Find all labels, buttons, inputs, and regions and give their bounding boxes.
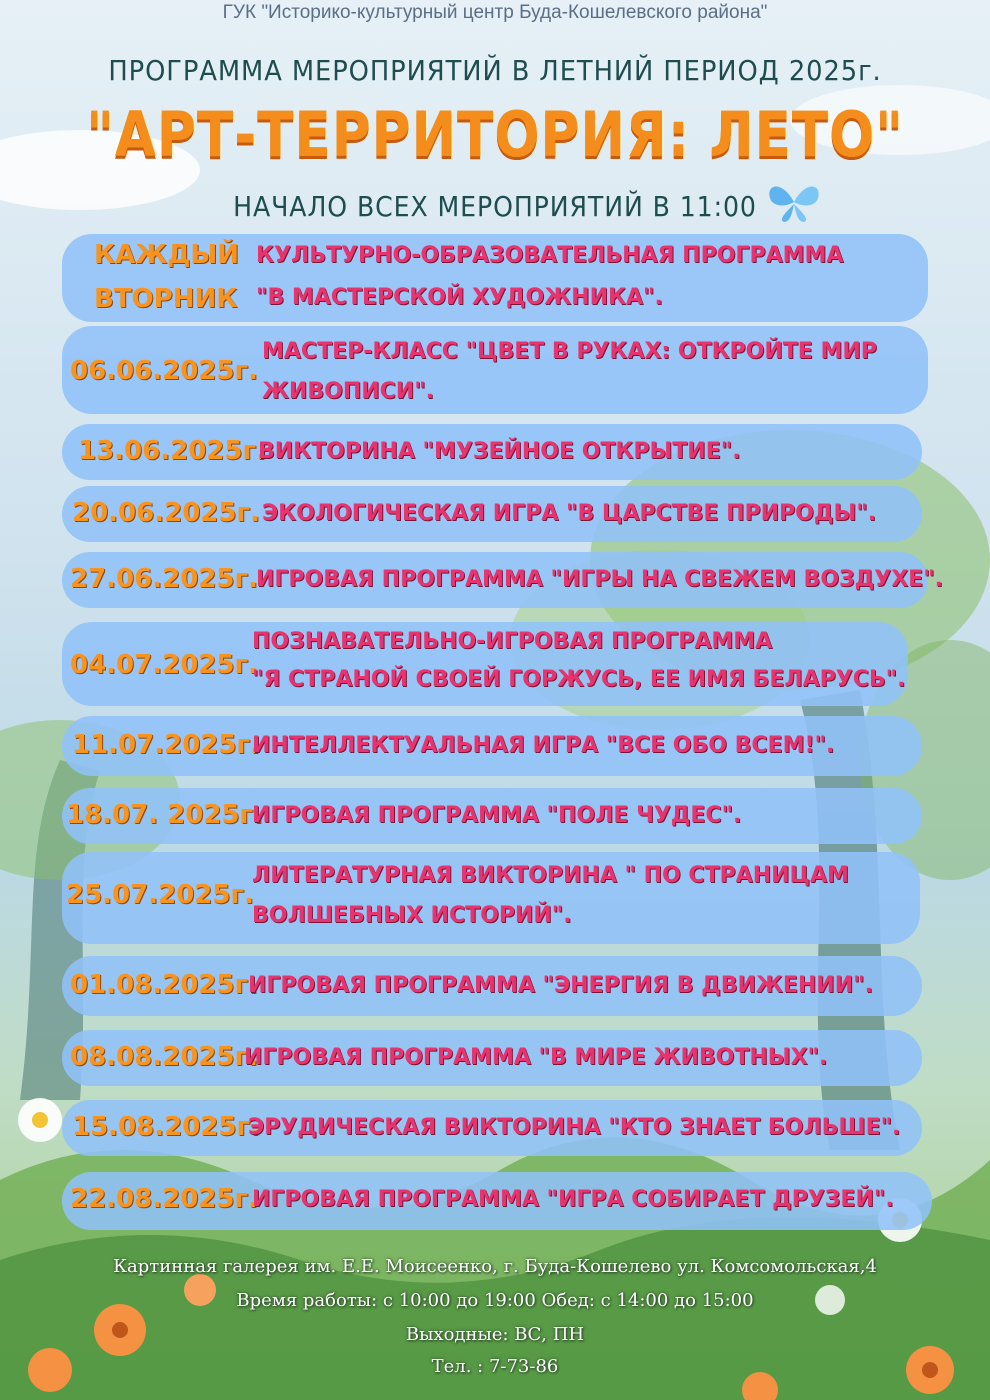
schedule-event: МАСТЕР-КЛАСС "ЦВЕТ В РУКАХ: ОТКРОЙТЕ МИР [262,339,877,364]
schedule-event: ИГРОВАЯ ПРОГРАММА "ПОЛЕ ЧУДЕС". [252,803,742,828]
schedule-date: 15.08.2025г. [72,1112,260,1142]
schedule-date: 13.06.2025г. [78,436,266,466]
schedule-event: ИГРОВАЯ ПРОГРАММА "ЭНЕРГИЯ В ДВИЖЕНИИ". [248,973,873,998]
schedule-date: 27.06.2025г. [70,564,258,594]
schedule-date: КАЖДЫЙ [94,240,240,270]
schedule-date: 11.07.2025г. [72,730,260,760]
schedule-event: ИГРОВАЯ ПРОГРАММА "ИГРЫ НА СВЕЖЕМ ВОЗДУХЕ". [256,567,944,592]
schedule-event: ИГРОВАЯ ПРОГРАММА "В МИРЕ ЖИВОТНЫХ". [244,1045,828,1070]
organization-name: ГУК "Историко-культурный центр Буда-Кошелевского района" [222,2,768,23]
schedule-date: 01.08.2025г. [70,970,258,1000]
schedule-event: ВОЛШЕБНЫХ ИСТОРИЙ". [252,903,572,928]
schedule-date: 18.07. 2025г. [66,800,263,830]
start-time-note: НАЧАЛО ВСЕХ МЕРОПРИЯТИЙ В 11:00 [233,190,757,223]
schedule-event: "Я СТРАНОЙ СВОЕЙ ГОРЖУСЬ, ЕЕ ИМЯ БЕЛАРУСЬ". [252,667,906,692]
schedule-event: ЭКОЛОГИЧЕСКАЯ ИГРА "В ЦАРСТВЕ ПРИРОДЫ". [262,501,877,526]
schedule-date: 06.06.2025г. [70,356,258,386]
page-title: "АРТ-ТЕРРИТОРИЯ: ЛЕТО" [86,98,904,171]
schedule-date: 25.07.2025г. [66,880,254,910]
schedule-event: "В МАСТЕРСКОЙ ХУДОЖНИКА". [256,285,663,310]
schedule-date: 04.07.2025г. [70,650,258,680]
schedule-event: ИНТЕЛЛЕКТУАЛЬНАЯ ИГРА "ВСЕ ОБО ВСЕМ!". [252,733,835,758]
footer-address: Картинная галерея им. Е.Е. Моисеенко, г. Буда-Кошелево ул. Комсомольская,4 [113,1256,877,1277]
schedule-event: ПОЗНАВАТЕЛЬНО-ИГРОВАЯ ПРОГРАММА [252,629,773,654]
schedule-event: ЛИТЕРАТУРНАЯ ВИКТОРИНА " ПО СТРАНИЦАМ [252,863,849,888]
schedule-date: 20.06.2025г. [72,498,260,528]
schedule-date: 08.08.2025г. [70,1042,258,1072]
schedule-date: ВТОРНИК [94,284,238,314]
schedule-event: ВИКТОРИНА "МУЗЕЙНОЕ ОТКРЫТИЕ". [258,439,741,464]
schedule-event: ЖИВОПИСИ". [262,379,435,404]
schedule-date: 22.08.2025г. [70,1184,258,1214]
schedule-event: КУЛЬТУРНО-ОБРАЗОВАТЕЛЬНАЯ ПРОГРАММА [256,243,844,268]
schedule-event: ЭРУДИЧЕСКАЯ ВИКТОРИНА "КТО ЗНАЕТ БОЛЬШЕ". [248,1115,901,1140]
footer-phone: Тел. : 7-73-86 [431,1356,559,1377]
footer-hours: Время работы: с 10:00 до 19:00 Обед: с 14:00 до 15:00 [236,1290,754,1311]
program-heading: ПРОГРАММА МЕРОПРИЯТИЙ В ЛЕТНИЙ ПЕРИОД 2025г. [108,54,882,87]
schedule-event: ИГРОВАЯ ПРОГРАММА "ИГРА СОБИРАЕТ ДРУЗЕЙ". [252,1187,894,1212]
footer-days-off: Выходные: ВС, ПН [405,1324,585,1345]
